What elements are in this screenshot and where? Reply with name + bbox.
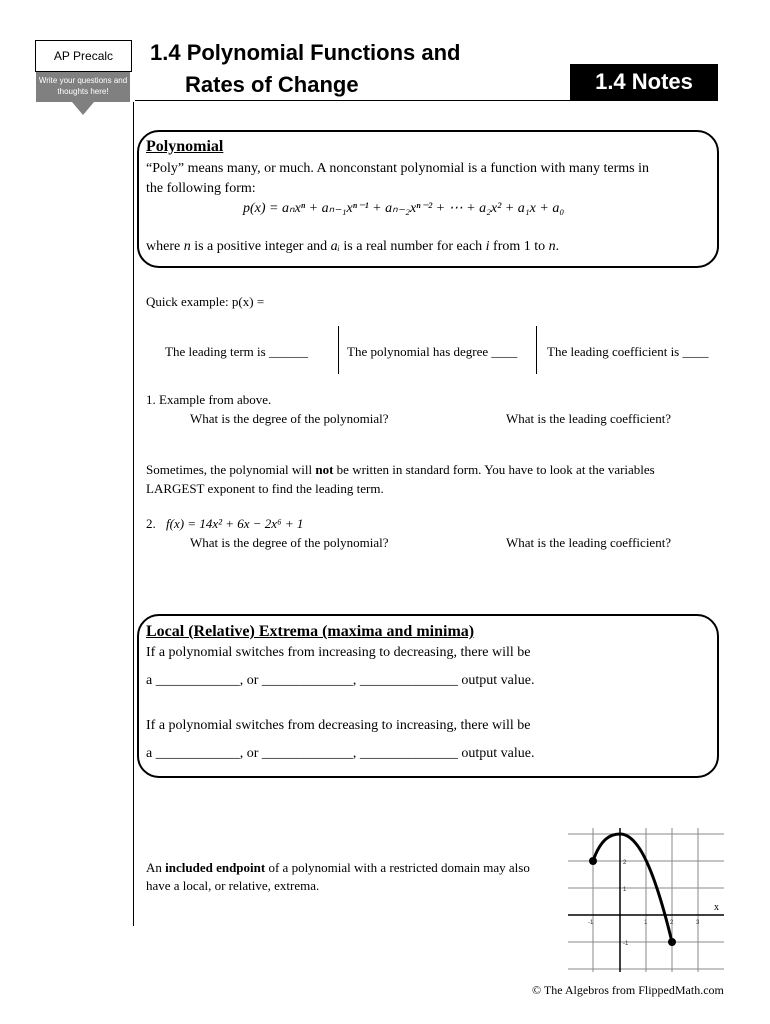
leading-coefficient-prompt: The leading coefficient is ____ bbox=[547, 344, 709, 359]
tick-label: 1 bbox=[623, 887, 627, 893]
degree-prompt: The polynomial has degree ____ bbox=[347, 344, 518, 359]
quick-example-label: Quick example: p(x) = bbox=[146, 294, 265, 309]
page-title-line2: Rates of Change bbox=[185, 72, 359, 97]
course-label: AP Precalc bbox=[35, 40, 132, 72]
polynomial-heading: Polynomial bbox=[146, 138, 224, 155]
extrema-heading: Local (Relative) Extrema (maxima and minima) bbox=[146, 623, 475, 640]
x-axis-label: x bbox=[714, 902, 719, 913]
inc-dec-blanks: a ____________, or _____________, ______________ output value. bbox=[146, 673, 535, 688]
tick-label: 2 bbox=[670, 920, 674, 926]
polynomial-formula: p(x) = aₙxⁿ + aₙ₋₁xⁿ⁻¹ + aₙ₋₂xⁿ⁻² + ⋯ + a₂x² + a₁x + a₀ bbox=[243, 201, 565, 216]
copyright-footer: © The Algebros from FlippedMath.com bbox=[532, 983, 724, 997]
example2-degree-question: What is the degree of the polynomial? bbox=[190, 535, 389, 550]
polynomial-text-line1: “Poly” means many, or much. A nonconstant polynomial is a function with many terms in bbox=[146, 161, 650, 176]
endpoint-graph bbox=[568, 828, 728, 972]
title-underline bbox=[135, 100, 718, 101]
tick-label: -1 bbox=[588, 920, 594, 926]
standard-form-note-line2: LARGEST exponent to find the leading term. bbox=[146, 481, 384, 496]
right-endpoint bbox=[668, 938, 676, 946]
margin-note-tab: Write your questions and thoughts here! bbox=[36, 72, 130, 102]
example2-function: f(x) = 14x² + 6x − 2x⁶ + 1 bbox=[166, 516, 304, 531]
leading-term-prompt: The leading term is ______ bbox=[165, 344, 308, 359]
example1-label: 1. Example from above. bbox=[146, 392, 272, 407]
example2-coefficient-question: What is the leading coefficient? bbox=[506, 535, 672, 550]
standard-form-note-line1: Sometimes, the polynomial will not be written in standard form. You have to look at the variables bbox=[146, 462, 655, 477]
down-arrow-icon bbox=[72, 102, 94, 115]
notes-badge: 1.4 Notes bbox=[570, 64, 718, 100]
left-endpoint bbox=[589, 857, 597, 865]
column-divider bbox=[536, 326, 537, 374]
endpoint-note-line2: have a local, or relative, extrema. bbox=[146, 878, 320, 893]
inc-dec-text: If a polynomial switches from increasing to decreasing, there will be bbox=[146, 645, 531, 660]
graph-grid bbox=[568, 828, 724, 972]
tick-label: 1 bbox=[644, 920, 648, 926]
dec-inc-blanks: a ____________, or _____________, ______________ output value. bbox=[146, 746, 535, 761]
endpoint-note-line1: An included endpoint of a polynomial with a restricted domain may also bbox=[146, 860, 530, 875]
margin-divider bbox=[133, 102, 134, 926]
tick-label: -1 bbox=[623, 941, 629, 947]
tick-label: 2 bbox=[623, 860, 627, 866]
example1-degree-question: What is the degree of the polynomial? bbox=[190, 411, 389, 426]
page-title-line1: 1.4 Polynomial Functions and bbox=[150, 40, 461, 65]
example1-coefficient-question: What is the leading coefficient? bbox=[506, 411, 672, 426]
column-divider bbox=[338, 326, 339, 374]
example2-label: 2. bbox=[146, 516, 156, 531]
tick-label: 3 bbox=[696, 920, 700, 926]
dec-inc-text: If a polynomial switches from decreasing to increasing, there will be bbox=[146, 718, 531, 733]
polynomial-where-line: where n is a positive integer and aᵢ is a real number for each i from 1 to n. bbox=[146, 239, 560, 254]
polynomial-text-line2: the following form: bbox=[146, 181, 256, 196]
